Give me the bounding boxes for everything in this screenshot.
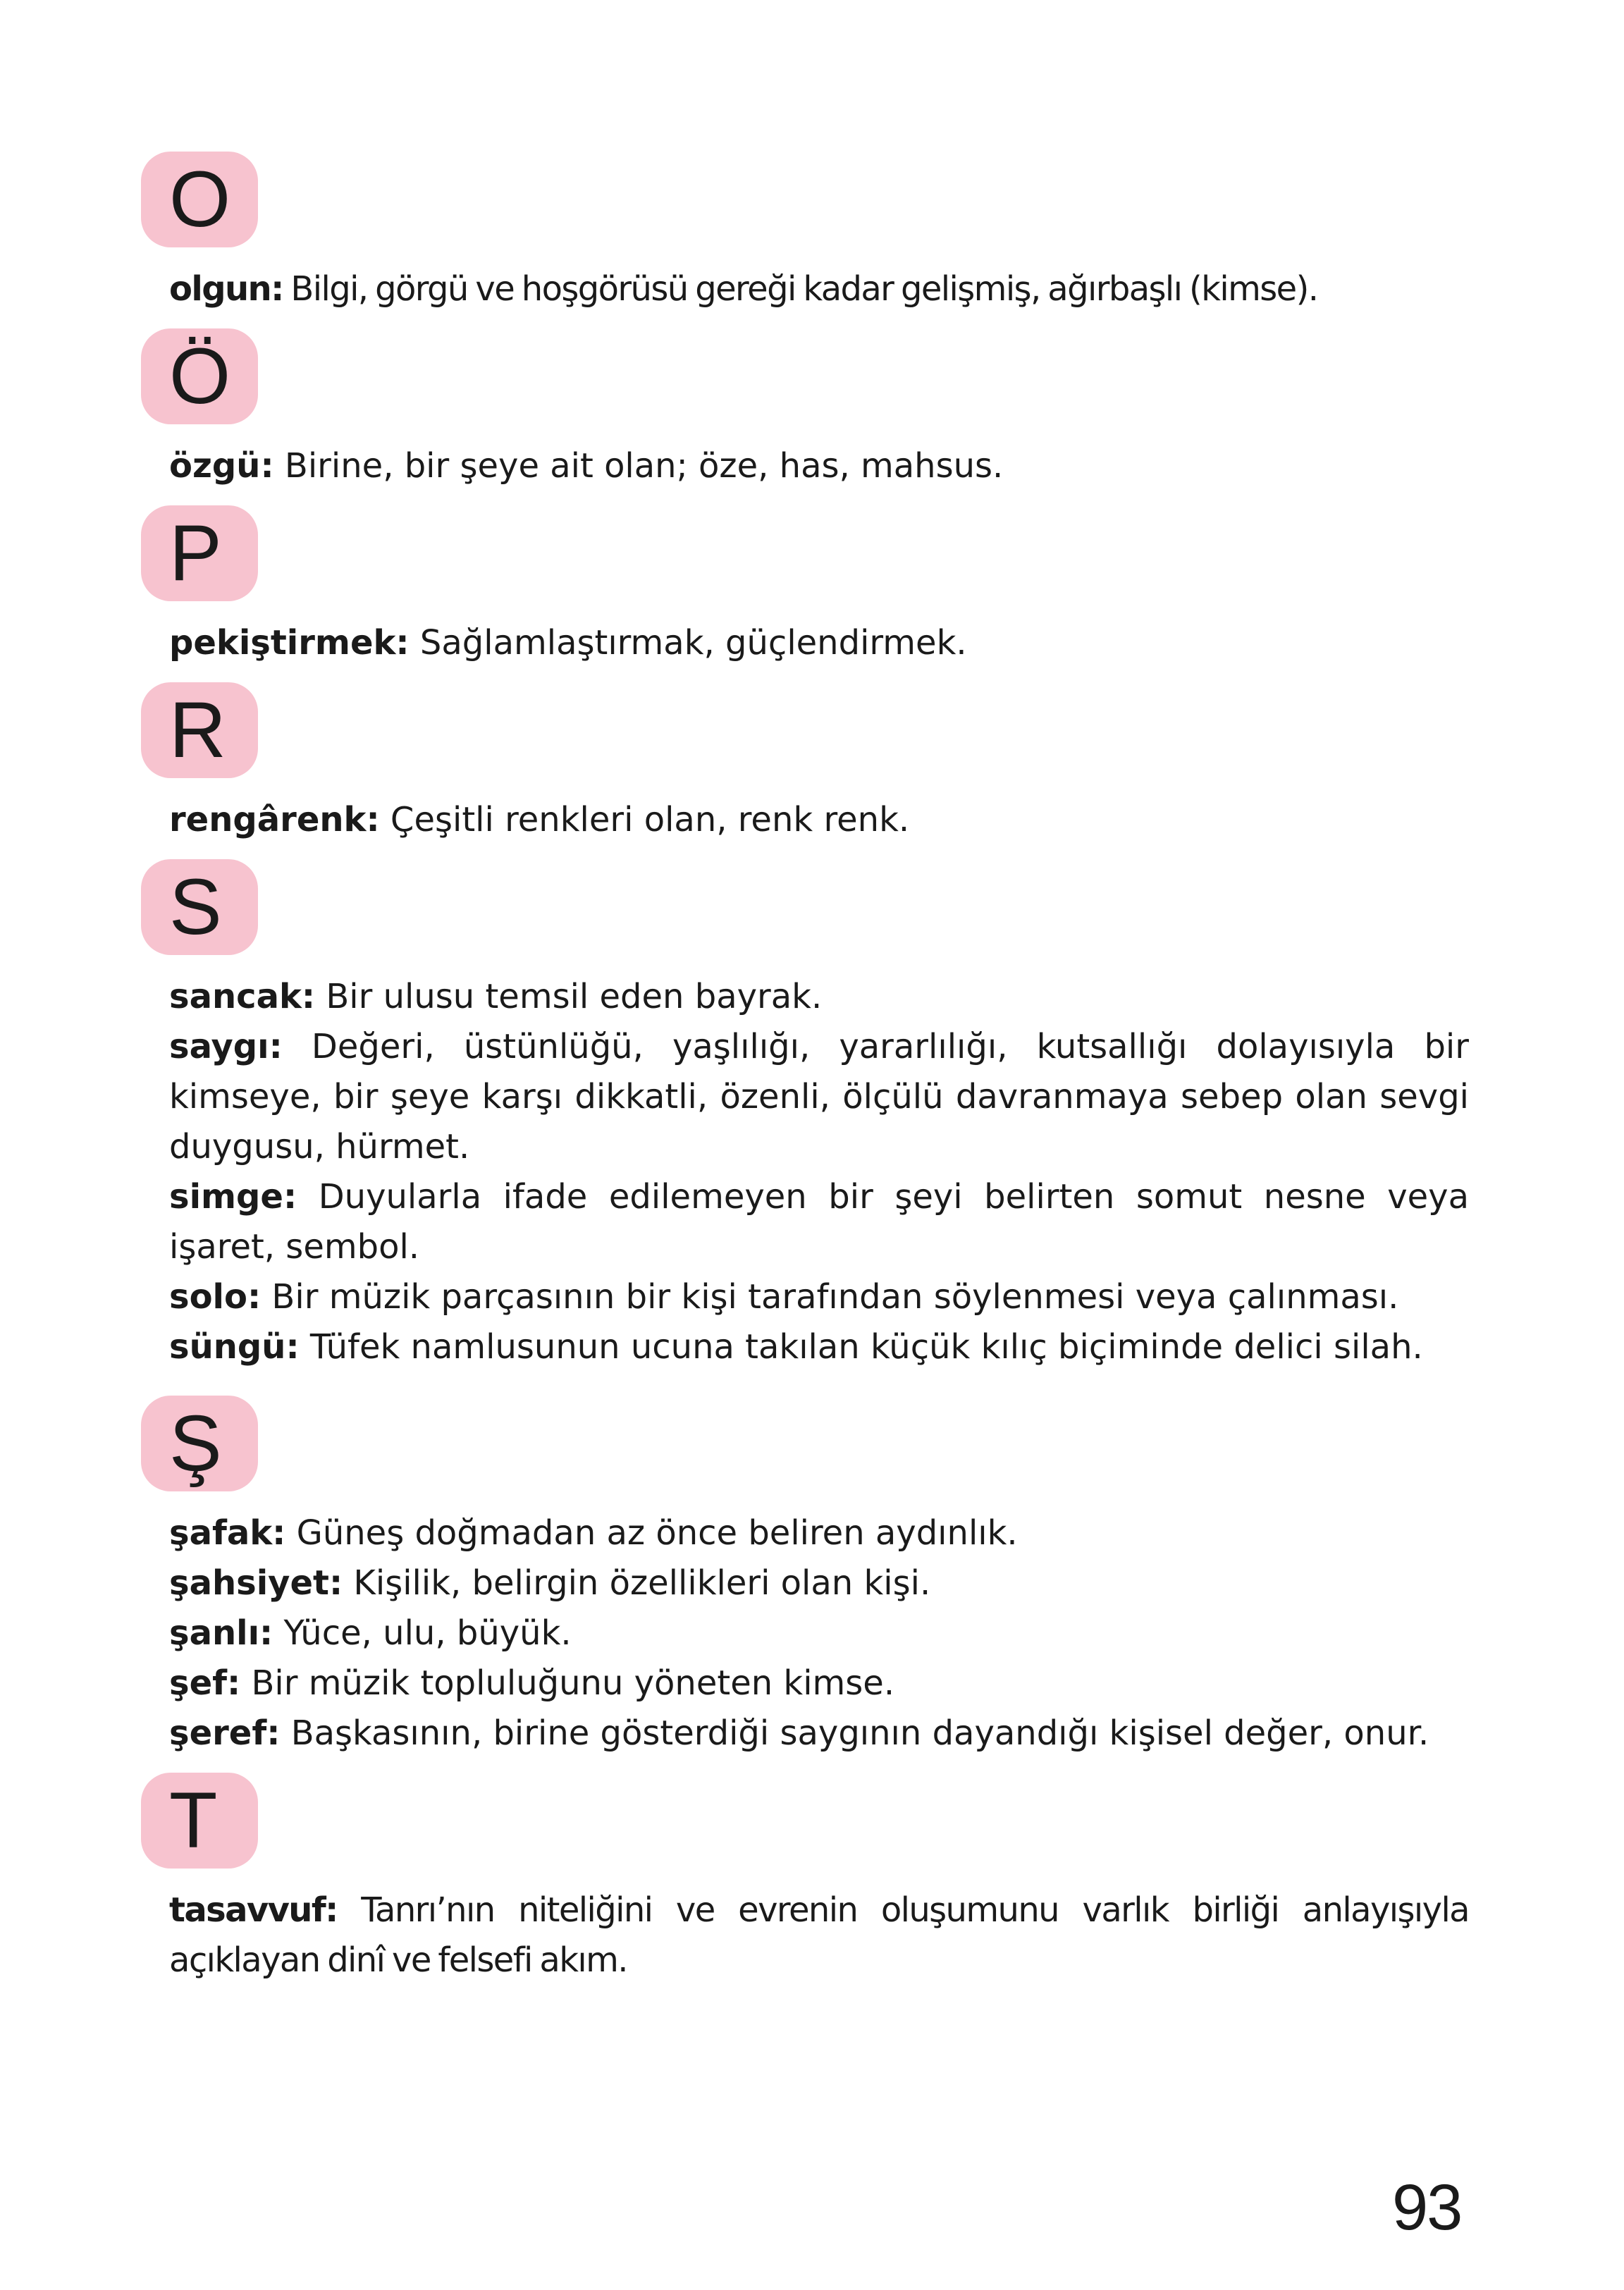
term: şanlı:	[169, 1613, 273, 1653]
glossary	[169, 152, 1469, 1986]
section-s	[169, 859, 1469, 1372]
definition: Kişilik, belirgin özellikleri olan kişi.	[343, 1563, 931, 1603]
glossary-entry	[169, 1022, 1469, 1172]
definition: Güneş doğmadan az önce beliren aydınlık.	[285, 1513, 1018, 1553]
glossary-entry	[169, 1608, 1469, 1658]
letter-badge: Ş	[141, 1396, 258, 1491]
definition: Birine, bir şeye ait olan; öze, has, mahsus.	[273, 446, 1004, 486]
glossary-entry	[169, 972, 1469, 1022]
term: solo:	[169, 1277, 262, 1317]
section-oe	[169, 328, 1469, 491]
section-sh	[169, 1396, 1469, 1759]
definition: Tanrı’nın niteliğini ve evrenin oluşumunu varlık birliği anlayışıyla açıklayan dinî ve felsefi akım.	[169, 1890, 1469, 1980]
definition: Sağlamlaştırmak, güçlendirmek.	[409, 623, 967, 663]
section-t	[169, 1773, 1469, 1986]
letter-badge: T	[141, 1773, 258, 1869]
term: süngü:	[169, 1327, 300, 1367]
section-r	[169, 682, 1469, 845]
glossary-entry	[169, 795, 1469, 845]
glossary-entry	[169, 1709, 1469, 1759]
definition: Bir ulusu temsil eden bayrak.	[315, 977, 823, 1016]
glossary-entry	[169, 1885, 1469, 1986]
glossary-entry	[169, 1322, 1469, 1372]
glossary-entry	[169, 264, 1469, 314]
term: şafak:	[169, 1513, 286, 1553]
glossary-entry	[169, 1508, 1469, 1558]
term: şeref:	[169, 1713, 281, 1753]
term: saygı:	[169, 1027, 283, 1066]
definition: Başkasının, birine gösterdiği saygının dayandığı kişisel değer, onur.	[280, 1713, 1429, 1753]
definition: Bir müzik topluluğunu yöneten kimse.	[240, 1663, 895, 1703]
term: şef:	[169, 1663, 241, 1703]
term: simge:	[169, 1177, 297, 1217]
glossary-entry	[169, 441, 1469, 491]
glossary-entry	[169, 1558, 1469, 1608]
glossary-entry	[169, 1272, 1469, 1322]
letter-badge: P	[141, 505, 258, 601]
section-o	[169, 152, 1469, 314]
page-number: 93	[1392, 2172, 1462, 2243]
definition: Duyularla ifade edilemeyen bir şeyi belirten somut nesne veya işaret, sembol.	[169, 1177, 1469, 1267]
term: pekiştirmek:	[169, 623, 410, 663]
term: tasavvuf:	[169, 1890, 338, 1930]
term: özgü:	[169, 446, 274, 486]
section-p	[169, 505, 1469, 668]
definition: Tüfek namlusunun ucuna takılan küçük kılıç biçiminde delici silah.	[299, 1327, 1423, 1367]
letter-badge: S	[141, 859, 258, 955]
term: olgun:	[169, 269, 283, 309]
definition: Yüce, ulu, büyük.	[273, 1613, 572, 1653]
glossary-entry	[169, 618, 1469, 668]
term: sancak:	[169, 977, 316, 1016]
term: rengârenk:	[169, 800, 380, 839]
term: şahsiyet:	[169, 1563, 343, 1603]
letter-badge: R	[141, 682, 258, 778]
definition: Bilgi, görgü ve hoşgörüsü gereği kadar gelişmiş, ağırbaşlı (kimse).	[283, 269, 1318, 309]
glossary-entry	[169, 1658, 1469, 1709]
definition: Değeri, üstünlüğü, yaşlılığı, yararlılığı, kutsallığı dolayısıyla bir kimseye, bir şeye karşı dikkatli, özenli, ölçülü davranmaya sebep olan sevgi duygusu, hürmet.	[169, 1027, 1469, 1166]
letter-badge: Ö	[141, 328, 258, 424]
glossary-entry	[169, 1172, 1469, 1272]
definition: Bir müzik parçasının bir kişi tarafından söylenmesi veya çalınması.	[261, 1277, 1399, 1317]
definition: Çeşitli renkleri olan, renk renk.	[379, 800, 910, 839]
letter-badge: O	[141, 152, 258, 247]
